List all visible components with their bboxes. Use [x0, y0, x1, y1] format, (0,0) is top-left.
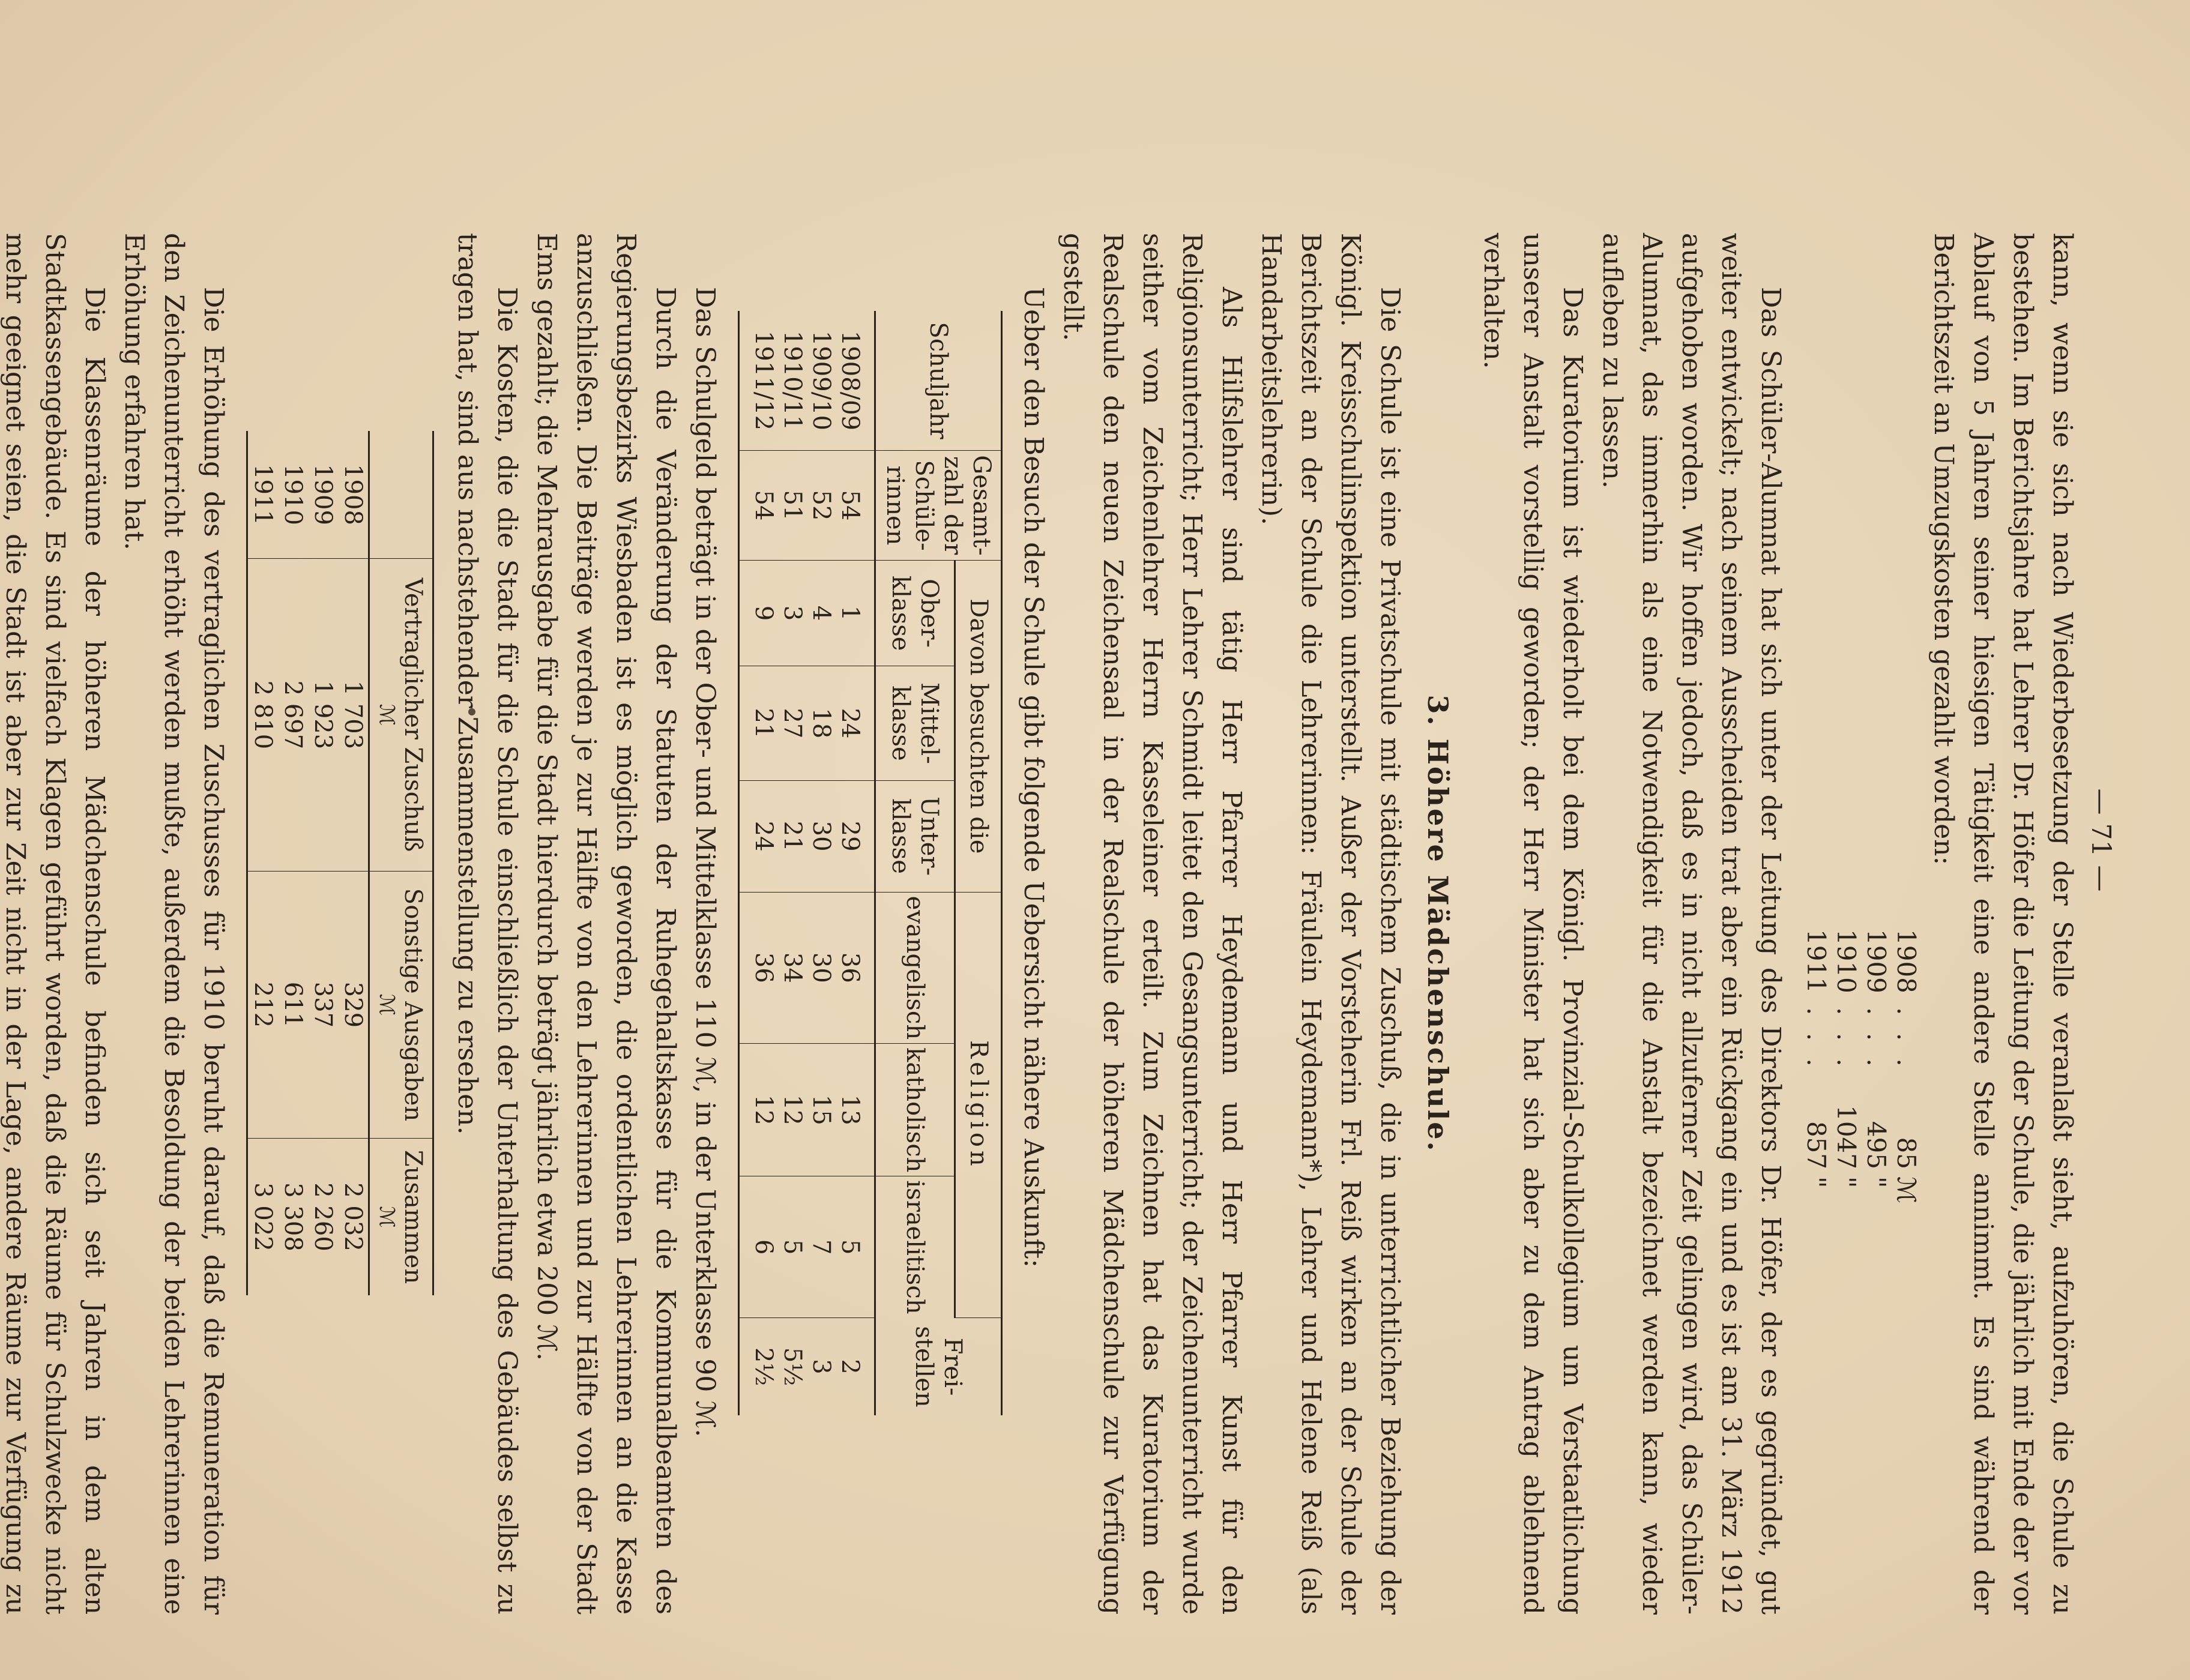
- school-paragraph: Die Schule ist eine Privatschule mit städtischem Zuschuß, die in unterrichtlicher Beziehung der Königl. Kreisschulinspektion unterstellt. Außer der Vorsteherin Frl. Reiß wirken an der Schule der Berichtszeit an der Schule die Lehrerinnen: Fräulein Heydemann*), Lehrer und Helene Reiß (als Handarbeitslehrerin).: [1256, 233, 1405, 1615]
- table-row: [739, 311, 779, 1415]
- col-unterklasse: Unter-klasse: [875, 780, 955, 892]
- header-unit: ℳ: [375, 1206, 399, 1228]
- cell-zusammen: 2 260: [309, 1182, 337, 1251]
- cell-ober: 1: [836, 561, 875, 666]
- header-unit: ℳ: [375, 993, 399, 1016]
- cell-mittel: 24: [836, 666, 875, 780]
- cell-jahr: 1910: [278, 431, 308, 559]
- col-freistellen: Frei-stellen: [875, 1318, 1002, 1416]
- col-year: [369, 431, 433, 559]
- cell-sonstige: 212: [247, 871, 279, 1138]
- col-evangelisch: evangelisch: [875, 892, 955, 1043]
- amount: 85: [1892, 1137, 1921, 1169]
- cell-isr: 5: [778, 1176, 807, 1318]
- cell-frei: 2½: [750, 1347, 777, 1386]
- header-label: Vertraglicher Zuschuß: [399, 577, 427, 852]
- table-row: [308, 431, 338, 1295]
- fees-paragraph: Das Schulgeld beträgt in der Ober- und Mittelklasse 110 ℳ, in der Unterklasse 90 ℳ.: [690, 287, 720, 1438]
- table-row: [278, 431, 308, 1295]
- leader-dots: . . .: [1832, 1007, 1861, 1071]
- cell-gesamt: 51: [778, 451, 807, 561]
- cell-ober: 4: [807, 561, 836, 666]
- cell-gesamt: 52: [807, 451, 836, 561]
- cell-ev: 36: [739, 892, 779, 1043]
- year: 1911: [1802, 929, 1831, 993]
- header-unit: ℳ: [375, 703, 399, 726]
- cell-sonstige: 611: [278, 871, 308, 1138]
- cell-unter: 30: [807, 780, 836, 892]
- costs-intro: Die Kosten, die die Stadt für die Schule einschließlich der Unterhaltung des Gebäudes selbst zu tragen hat, sind aus nachstehender Zusammenstellung zu ersehen.: [452, 233, 522, 1615]
- attendance-table: [738, 311, 1003, 1415]
- year: 1910: [1832, 929, 1861, 993]
- cell-kath: 12: [739, 1044, 779, 1176]
- list-item: [1801, 929, 1831, 1615]
- header-label: Zusammen: [399, 1149, 427, 1284]
- cell-ober: 9: [739, 561, 779, 666]
- cell-jahr: 1908: [338, 431, 369, 559]
- col-schuljahr: Schuljahr: [875, 311, 1002, 451]
- cell-unter: 21: [778, 780, 807, 892]
- cell-kath: 12: [778, 1044, 807, 1176]
- col-zusammen: [369, 1139, 433, 1295]
- cell-frei: 3: [807, 1359, 835, 1374]
- col-gesamtzahl: Gesamt-zahl der Schüle-rinnen: [875, 451, 1002, 561]
- unit: ": [1862, 1176, 1891, 1188]
- kuratorium-paragraph: Das Kuratorium ist wiederholt bei dem Königl. Provinzial-Schulkollegium um Verstaatlichung unserer Anstalt vorstellig geworden; der Herr Minister hat sich aber zu dem Antrag ablehnend verhalten.: [1478, 233, 1588, 1615]
- cell-zusammen: 2 032: [339, 1182, 367, 1251]
- table-row: [247, 431, 279, 1295]
- leader-dots: . . .: [1892, 1007, 1921, 1071]
- pension-paragraph: Durch die Veränderung der Statuten der Ruhegehaltskasse für die Kommunalbeamten des Regierungsbezirks Wiesbaden ist es möglich geworden, die ordentlichen Lehrerinnen an die Kasse anzuschließen. Die Beiträge werden je zur Hälfte von den Lehrerinnen und zur Hälfte von der Stadt Ems gezahlt; die Mehrausgabe für die Stadt hierdurch beträgt jährlich etwa 200 ℳ.: [531, 233, 681, 1615]
- col-katholisch: katholisch: [875, 1044, 955, 1176]
- table-row: [338, 431, 369, 1295]
- cell-isr: 6: [739, 1176, 779, 1318]
- leader-dots: . . .: [1862, 1007, 1891, 1071]
- text-column: [0, 233, 2082, 1615]
- header-label: Sonstige Ausgaben: [399, 888, 427, 1122]
- list-item: [1861, 929, 1891, 1615]
- cell-gesamt: 54: [836, 451, 875, 561]
- cell-gesamt: 54: [739, 451, 779, 561]
- table-row: [836, 311, 875, 1415]
- year: 1909: [1862, 929, 1891, 993]
- col-oberklasse: Ober-klasse: [875, 561, 955, 666]
- cell-ev: 34: [778, 892, 807, 1043]
- table-row: [778, 311, 807, 1415]
- cell-jahr: 1911: [247, 431, 279, 559]
- teachers-paragraph: Als Hilfslehrer sind tätig Herr Pfarrer Heydemann und Herr Pfarrer Kunst für den Religionsunterricht; Herr Lehrer Schmidt leitet den Gesangsunterricht; der Zeichenunterricht wurde seither vom Zeichenlehrer Herrn Kasseleiner erteilt. Zum Zeichnen hat das Kuratorium der Realschule den neuen Zeichensaal in der Realschule der höheren Mädchenschule zur Verfügung gestellt.: [1058, 233, 1247, 1615]
- cell-mittel: 27: [778, 666, 807, 780]
- cell-kath: 15: [807, 1044, 836, 1176]
- unit: ": [1832, 1176, 1861, 1188]
- page-number: — 71 —: [2086, 788, 2116, 892]
- cell-kath: 13: [836, 1044, 875, 1176]
- cell-jahr: 1909/10: [807, 311, 836, 451]
- cell-mittel: 21: [739, 666, 779, 780]
- list-item: [1831, 929, 1861, 1615]
- cell-sonstige: 329: [338, 871, 369, 1138]
- amount: 857: [1802, 1121, 1831, 1169]
- overview-intro: Ueber den Besuch der Schule gibt folgende Uebersicht nähere Auskunft:: [1018, 287, 1049, 1268]
- cell-jahr: 1911/12: [739, 311, 779, 451]
- section-heading: 3. Höhere Mädchenschule.: [1422, 694, 1454, 1153]
- table-row: [807, 311, 836, 1415]
- cell-jahr: 1910/11: [778, 311, 807, 451]
- cell-frei: 2: [836, 1359, 864, 1374]
- cell-zuschuss: 1 923: [308, 559, 338, 872]
- unit: ": [1802, 1176, 1831, 1188]
- cell-ev: 36: [836, 892, 875, 1043]
- amount: 1047: [1832, 1105, 1861, 1169]
- intro-paragraph: kann, wenn sie sich nach Wiederbesetzung der Stelle veranlaßt sieht, aufzuhören, die Schule zu bestehen. Im Berichtsjahre hat Lehrer Dr. Höfer die Leitung der Schule, die jährlich mit Ende der vor Ablauf von 5 Jahren seiner hiesigen Tätigkeit eine andere Stelle annimmt. Es sind während der Berichtszeit an Umzugskosten gezahlt worden:: [1928, 233, 2078, 1615]
- cell-zuschuss: 1 703: [338, 559, 369, 872]
- cell-zusammen: 3 022: [249, 1182, 277, 1251]
- list-item: [1891, 929, 1921, 1615]
- col-group-religion: Religion: [955, 892, 1002, 1317]
- cell-sonstige: 337: [308, 871, 338, 1138]
- cell-zuschuss: 2 697: [278, 559, 308, 872]
- cell-jahr: 1909: [308, 431, 338, 559]
- cell-mittel: 18: [807, 666, 836, 780]
- col-israelitisch: israelitisch: [875, 1176, 955, 1318]
- cell-ober: 3: [778, 561, 807, 666]
- cell-jahr: 1908/09: [836, 311, 875, 451]
- building-paragraph: Die Klassenräume der höheren Mädchenschule befinden sich seit Jahren in dem alten Stadtkassengebäude. Es sind vielfach Klagen geführt worden, daß die Räume für Schulzwecke nicht mehr geeignet seien, die Stadt ist aber zur Zeit nicht in der Lage, andere Räume zur Verfügung zu: [0, 233, 110, 1615]
- cell-isr: 7: [807, 1176, 836, 1318]
- cell-unter: 29: [836, 780, 875, 892]
- col-zuschuss: [369, 559, 433, 872]
- col-group-davon: Davon besuchten die: [955, 561, 1002, 893]
- leader-dots: . . .: [1802, 1007, 1831, 1071]
- moving-costs-list: [1801, 929, 1921, 1615]
- costs-table: [246, 431, 434, 1295]
- increase-paragraph: Die Erhöhung des vertraglichen Zuschusses für 1910 beruht darauf, daß die Remuneration für den Zeichenunterricht erhöht werden mußte, außerdem die Besoldung der beiden Lehrerinnen eine Erhöhung erfahren hat.: [119, 233, 229, 1615]
- col-mittelklasse: Mittel-klasse: [875, 666, 955, 780]
- unit: ℳ: [1892, 1176, 1921, 1203]
- cell-isr: 5: [836, 1176, 875, 1318]
- cell-frei: 5½: [779, 1347, 806, 1386]
- year: 1908: [1892, 929, 1921, 993]
- alumnat-paragraph: Das Schüler-Alumnat hat sich unter der Leitung des Direktors Dr. Höfer, der es gegründet, gut weiter entwickelt; nach seinem Ausscheiden trat aber ein Rückgang ein und es ist am 31. März 1912 aufgehoben worden. Wir hoffen jedoch, daß es in nicht allzuferner Zeit gelingen wird, das Schüler-Alumnat, das immerhin als eine Notwendigkeit für die Anstalt bezeichnet werden kann, wieder aufleben zu lassen.: [1597, 233, 1786, 1615]
- col-sonstige: [369, 871, 433, 1138]
- cell-zuschuss: 2 810: [247, 559, 279, 872]
- cell-unter: 24: [739, 780, 779, 892]
- amount: 495: [1862, 1121, 1891, 1169]
- cell-zusammen: 3 308: [279, 1182, 307, 1251]
- cell-ev: 30: [807, 892, 836, 1043]
